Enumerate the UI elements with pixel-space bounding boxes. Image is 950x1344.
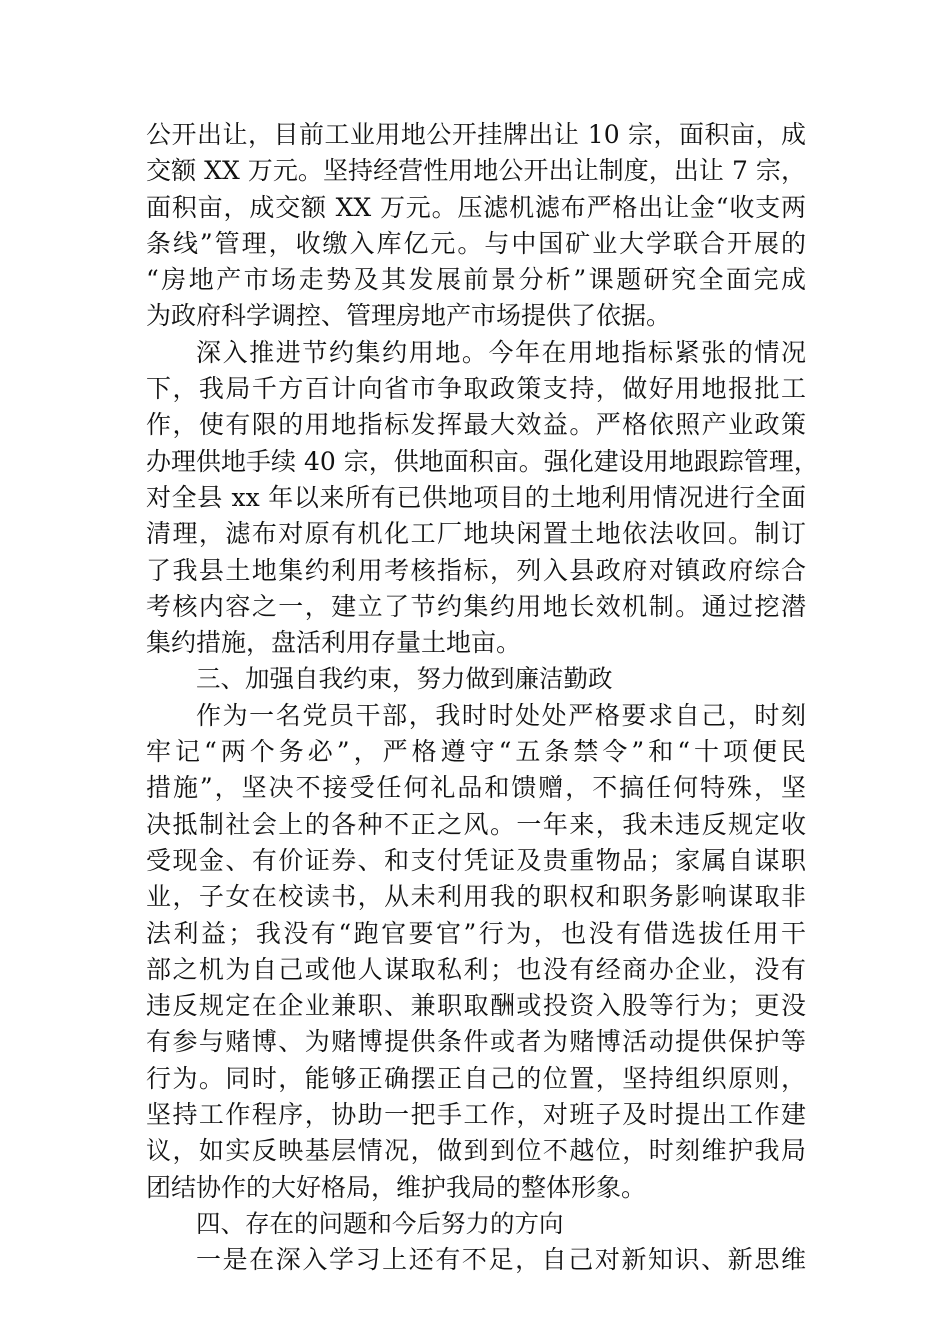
text-line: 深入推进节约集约用地。今年在用地指标紧张的情况 — [196, 337, 806, 367]
text-line: 了我县土地集约利用考核指标，列入县政府对镇政府综合 — [146, 555, 806, 585]
text-line: 法利益；我没有“跑官要官”行为，也没有借选拔任用干 — [146, 918, 806, 948]
text-line: 面积亩，成交额 XX 万元。压滤机滤布严格出让金“收支两 — [146, 192, 806, 222]
text-line: 行为。同时，能够正确摆正自己的位置，坚持组织原则， — [146, 1063, 806, 1093]
text-line: 受现金、有价证券、和支付凭证及贵重物品；家属自谋职 — [146, 845, 806, 875]
text-line: 条线”管理，收缴入库亿元。与中国矿业大学联合开展的 — [146, 228, 806, 258]
text-line: 部之机为自己或他人谋取私利；也没有经商办企业，没有 — [146, 954, 806, 984]
text-line: 作，使有限的用地指标发挥最大效益。严格依照产业政策 — [146, 410, 806, 440]
text-line: 决抵制社会上的各种不正之风。一年来，我未违反规定收 — [146, 809, 806, 839]
paragraph-land-conservation — [146, 335, 819, 662]
section-heading-3: 三、加强自我约束，努力做到廉洁勤政 — [196, 664, 613, 694]
text-line: 公开出让，目前工业用地公开挂牌出让 10 宗，面积亩，成 — [146, 120, 806, 149]
text-line: 一是在深入学习上还有不足，自己对新知识、新思维 — [196, 1245, 806, 1275]
text-line: 集约措施，盘活利用存量土地亩。 — [146, 628, 522, 658]
text-line: 办理供地手续 40 宗，供地面积亩。强化建设用地跟踪管理， — [146, 446, 819, 476]
text-line: 作为一名党员干部，我时时处处严格要求自己，时刻 — [196, 700, 806, 730]
text-line: 牢记“两个务必”，严格遵守“五条禁令”和“十项便民 — [146, 737, 806, 767]
paragraph-self-discipline — [146, 698, 806, 1206]
text-line: 违反规定在企业兼职、兼职取酬或投资入股等行为；更没 — [146, 991, 806, 1021]
text-line: 业，子女在校读书，从未利用我的职权和职务影响谋取非 — [146, 882, 806, 912]
text-line: 议，如实反映基层情况，做到到位不越位，时刻维护我局 — [146, 1136, 806, 1166]
text-line: 清理，滤布对原有机化工厂地块闲置土地依法收回。制订 — [146, 519, 806, 549]
text-line: 考核内容之一，建立了节约集约用地长效机制。通过挖潜 — [146, 591, 806, 621]
text-line: 为政府科学调控、管理房地产市场提供了依据。 — [146, 301, 672, 331]
text-line: 对全县 xx 年以来所有已供地项目的土地利用情况进行全面 — [146, 482, 806, 512]
document-page — [146, 117, 819, 1279]
paragraph-problems — [146, 1242, 806, 1278]
text-line: 团结协作的大好格局，维护我局的整体形象。 — [146, 1172, 647, 1202]
text-line: 交额 XX 万元。坚持经营性用地公开出让制度，出让 7 宗， — [146, 156, 806, 186]
text-line: 有参与赌博、为赌博提供条件或者为赌博活动提供保护等 — [146, 1027, 806, 1057]
paragraph-land-transfer — [146, 117, 806, 335]
text-line: 措施”，坚决不接受任何礼品和馈赠，不搞任何特殊，坚 — [146, 773, 806, 803]
text-line: 坚持工作程序，协助一把手工作，对班子及时提出工作建 — [146, 1100, 806, 1130]
text-line: “房地产市场走势及其发展前景分析”课题研究全面完成 — [146, 265, 806, 295]
text-line: 下，我局千方百计向省市争取政策支持，做好用地报批工 — [146, 374, 806, 404]
section-heading-4: 四、存在的问题和今后努力的方向 — [196, 1208, 564, 1238]
